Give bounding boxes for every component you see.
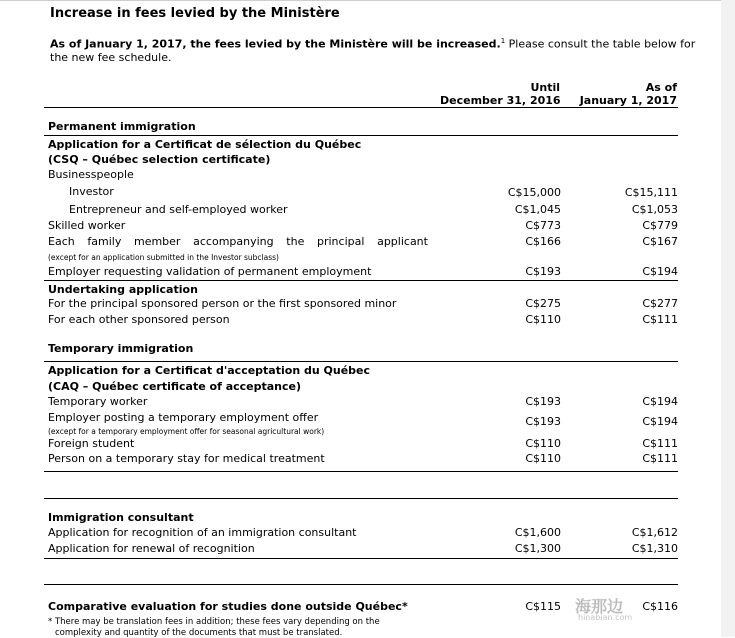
family-member-old-fee: C$166 <box>525 235 561 248</box>
employer-validation-old-fee: C$193 <box>525 265 561 278</box>
section-rule <box>44 361 678 362</box>
column-header-until-line1: Until <box>530 81 560 94</box>
section-heading-temporary: Temporary immigration <box>48 342 194 355</box>
intro-rest: Please consult the table below for <box>505 37 696 51</box>
comparative-evaluation-heading: Comparative evaluation for studies done outside Québec* <box>48 600 408 613</box>
consultant-recognition-new-fee: C$1,612 <box>631 526 678 539</box>
section-heading-permanent: Permanent immigration <box>48 120 196 133</box>
column-header-asof-line1: As of <box>645 81 677 94</box>
comparative-evaluation-old-fee: C$115 <box>525 600 561 613</box>
section-rule <box>44 280 678 281</box>
family-word: the <box>286 235 305 248</box>
employer-offer-old-fee: C$193 <box>525 415 561 428</box>
family-member-note: (except for an application submitted in the Investor subclass) <box>48 253 279 262</box>
family-member-new-fee: C$167 <box>642 235 678 248</box>
medical-stay-old-fee: C$110 <box>525 452 561 465</box>
other-sponsored-label: For each other sponsored person <box>48 313 230 326</box>
csq-heading-line1: Application for a Certificat de sélection du Québec <box>48 138 362 151</box>
foreign-student-label: Foreign student <box>48 437 135 450</box>
employer-offer-new-fee: C$194 <box>642 415 678 428</box>
foreign-student-new-fee: C$111 <box>642 437 678 450</box>
comparative-footnote-line2: complexity and quantity of the documents that must be translated. <box>55 628 343 638</box>
footnote-ref: 1 <box>500 37 506 45</box>
family-word: applicant <box>377 235 428 248</box>
temporary-worker-label: Temporary worker <box>48 395 148 408</box>
family-word: family <box>87 235 122 248</box>
employer-offer-label: Employer posting a temporary employment offer <box>48 411 319 424</box>
temporary-worker-old-fee: C$193 <box>525 395 561 408</box>
foreign-student-old-fee: C$110 <box>525 437 561 450</box>
family-word: accompanying <box>193 235 274 248</box>
intro-line-1 <box>50 37 695 51</box>
medical-stay-new-fee: C$111 <box>642 452 678 465</box>
section-rule <box>44 135 678 136</box>
investor-old-fee: C$15,000 <box>507 186 561 199</box>
family-word: principal <box>317 235 365 248</box>
section-rule <box>44 498 678 499</box>
caq-heading-line1: Application for a Certificat d'acceptation du Québec <box>48 364 371 377</box>
consultant-renewal-new-fee: C$1,310 <box>631 542 678 555</box>
section-rule <box>44 558 678 559</box>
other-sponsored-new-fee: C$111 <box>642 313 678 326</box>
consultant-recognition-old-fee: C$1,600 <box>514 526 561 539</box>
column-header-asof-line2: January 1, 2017 <box>579 94 677 107</box>
section-heading-consultant: Immigration consultant <box>48 511 194 524</box>
medical-stay-label: Person on a temporary stay for medical treatment <box>48 452 325 465</box>
section-rule <box>44 584 678 585</box>
watermark-logo: 海那边 <box>575 597 624 616</box>
section-rule <box>44 471 678 472</box>
employer-validation-new-fee: C$194 <box>642 265 678 278</box>
consultant-recognition-label: Application for recognition of an immigration consultant <box>48 526 357 539</box>
family-member-label <box>48 235 428 248</box>
entrepreneur-new-fee: C$1,053 <box>631 203 678 216</box>
intro-line-2: the new fee schedule. <box>50 51 172 64</box>
employer-offer-note: (except for a temporary employment offer for seasonal agricultural work) <box>48 427 325 436</box>
skilled-worker-old-fee: C$773 <box>525 219 561 232</box>
column-header-asof <box>557 81 677 107</box>
column-header-until <box>440 81 560 107</box>
employer-validation-label: Employer requesting validation of permanent employment <box>48 265 372 278</box>
family-word: Each <box>48 235 75 248</box>
caq-heading-line2: (CAQ – Québec certificate of acceptance) <box>48 380 302 393</box>
comparative-evaluation-new-fee: C$116 <box>642 600 678 613</box>
column-header-until-line2: December 31, 2016 <box>440 94 561 107</box>
businesspeople-label: Businesspeople <box>48 168 134 181</box>
undertaking-heading: Undertaking application <box>48 283 198 296</box>
principal-sponsored-old-fee: C$275 <box>525 297 561 310</box>
entrepreneur-label: Entrepreneur and self-employed worker <box>69 203 288 216</box>
intro-bold: As of January 1, 2017, the fees levied by the Ministère will be increased. <box>50 37 501 51</box>
page-title: Increase in fees levied by the Ministère <box>50 6 340 21</box>
temporary-worker-new-fee: C$194 <box>642 395 678 408</box>
header-rule <box>44 107 678 108</box>
csq-heading-line2: (CSQ – Québec selection certificate) <box>48 153 271 166</box>
skilled-worker-new-fee: C$779 <box>642 219 678 232</box>
investor-label: Investor <box>69 185 114 198</box>
principal-sponsored-label: For the principal sponsored person or the first sponsored minor <box>48 297 397 310</box>
skilled-worker-label: Skilled worker <box>48 219 126 232</box>
family-word: member <box>133 235 181 248</box>
consultant-renewal-old-fee: C$1,300 <box>514 542 561 555</box>
other-sponsored-old-fee: C$110 <box>525 313 561 326</box>
watermark-url: hinabian.com <box>578 613 633 622</box>
investor-new-fee: C$15,111 <box>624 186 678 199</box>
comparative-footnote-line1: * There may be translation fees in addition; these fees vary depending on the <box>48 617 380 627</box>
consultant-renewal-label: Application for renewal of recognition <box>48 542 255 555</box>
principal-sponsored-new-fee: C$277 <box>642 297 678 310</box>
entrepreneur-old-fee: C$1,045 <box>514 203 561 216</box>
